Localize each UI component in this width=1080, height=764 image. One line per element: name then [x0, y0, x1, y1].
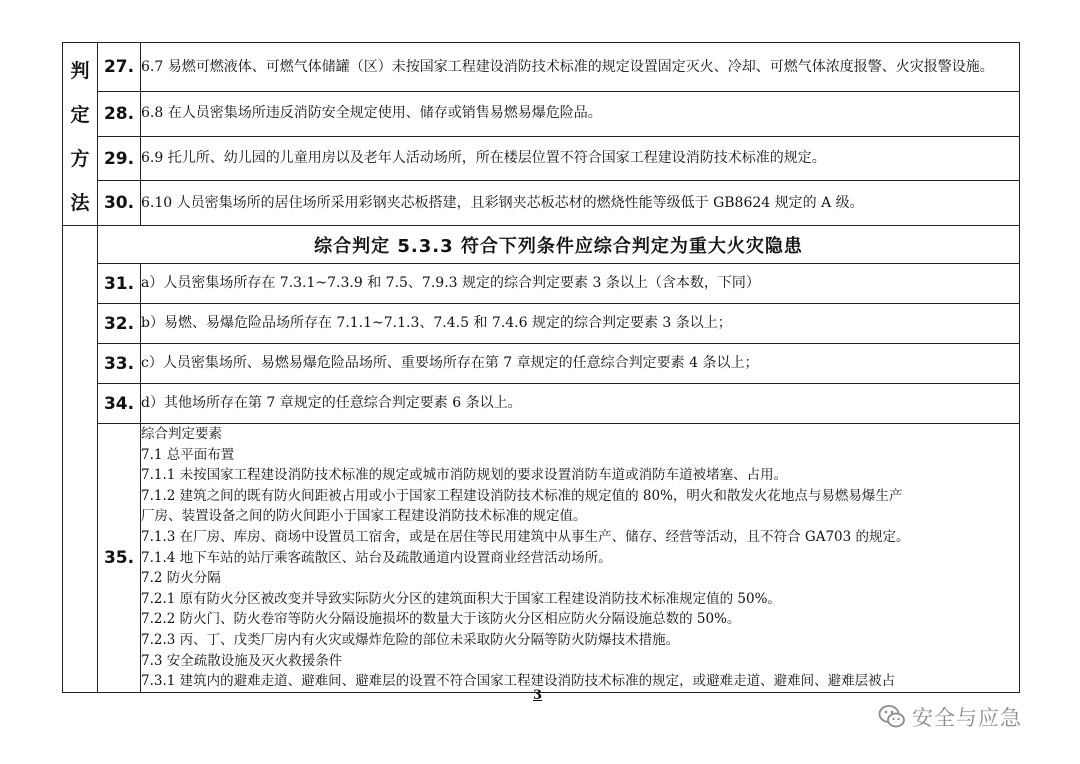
factor-line: 7.1.1 未按国家工程建设消防技术标准的规定或城市消防规划的要求设置消防车道或消防车道被堵塞、占用。	[141, 467, 788, 484]
side-blank-cell	[63, 226, 98, 693]
table-row	[63, 304, 1020, 344]
factor-line: 7.1.4 地下车站的站厅乘客疏散区、站台及疏散通道内设置商业经营活动场所。	[141, 549, 612, 566]
row-number: 33.	[98, 344, 141, 384]
side-label-char: 方	[70, 148, 90, 170]
factor-line: 7.2.1 原有防火分区被改变并导致实际防火分区的建筑面积大于国家工程建设消防技术标准规定值的 50%。	[141, 590, 781, 607]
section-heading: 综合判定 5.3.3 符合下列条件应综合判定为重大火灾隐患	[98, 226, 1020, 264]
row-number: 28.	[98, 92, 141, 137]
judgement-table	[62, 42, 1020, 693]
row-number: 29.	[98, 136, 141, 181]
factor-line: 7.1.2 建筑之间的既有防火间距被占用或小于国家工程建设消防技术标准的规定值的 80%，明火和散发火花地点与易燃易爆生产	[141, 487, 903, 504]
factor-line: 7.3.1 建筑内的避难走道、避难间、避难层的设置不符合国家工程建设消防技术标准的规定，或避难走道、避难间、避难层被占	[141, 673, 896, 690]
factor-line: 7.1 总平面布置	[141, 446, 235, 463]
table-row	[63, 43, 1020, 92]
row-text: d）其他场所存在第 7 章规定的任意综合判定要素 6 条以上。	[141, 384, 1020, 424]
wechat-icon	[878, 704, 906, 730]
side-label-char: 法	[70, 192, 90, 214]
side-label-cell	[63, 43, 98, 226]
row-number: 34.	[98, 384, 141, 424]
row-number: 32.	[98, 304, 141, 344]
factor-line: 厂房、装置设备之间的防火间距小于国家工程建设消防技术标准的规定值。	[141, 508, 587, 525]
row-number: 27.	[98, 43, 141, 92]
factor-list-cell	[141, 424, 1020, 693]
factor-line: 7.2 防火分隔	[141, 570, 221, 587]
factor-line: 7.1.3 在厂房、库房、商场中设置员工宿舍，或是在居住等民用建筑中从事生产、储存、经营等活动，且不符合 GA703 的规定。	[141, 528, 910, 545]
watermark-text: 安全与应急	[912, 706, 1022, 730]
factor-line: 7.3 安全疏散设施及灭火救援条件	[141, 652, 343, 669]
table-row	[63, 384, 1020, 424]
row-number: 31.	[98, 264, 141, 304]
section-heading-row	[63, 226, 1020, 264]
row-text: b）易燃、易爆危险品场所存在 7.1.1~7.1.3、7.4.5 和 7.4.6 规定的综合判定要素 3 条以上；	[141, 304, 1020, 344]
row-text: 6.10 人员密集场所的居住场所采用彩钢夹芯板搭建，且彩钢夹芯板芯材的燃烧性能等级低于 GB8624 规定的 A 级。	[141, 181, 1020, 226]
row-text: c）人员密集场所、易燃易爆危险品场所、重要场所存在第 7 章规定的任意综合判定要素 4 条以上；	[141, 344, 1020, 384]
page-number: 3	[533, 688, 543, 703]
row-text: 6.9 托儿所、幼儿园的儿童用房以及老年人活动场所，所在楼层位置不符合国家工程建设消防技术标准的规定。	[141, 136, 1020, 181]
factor-lines	[141, 424, 1019, 692]
table-row	[63, 181, 1020, 226]
table-row	[63, 136, 1020, 181]
factor-line: 7.2.2 防火门、防火卷帘等防火分隔设施损坏的数量大于该防火分区相应防火分隔设施总数的 50%。	[141, 611, 741, 628]
row-number: 35.	[98, 424, 141, 693]
table-row	[63, 344, 1020, 384]
factor-line: 综合判定要素	[141, 426, 222, 442]
row-number: 30.	[98, 181, 141, 226]
row-text: 6.7 易燃可燃液体、可燃气体储罐（区）未按国家工程建设消防技术标准的规定设置固定灭火、冷却、可燃气体浓度报警、火灾报警设施。	[141, 43, 1020, 92]
table-row-35	[63, 424, 1020, 693]
watermark	[878, 702, 1022, 732]
factor-line: 7.2.3 丙、丁、戊类厂房内有火灾或爆炸危险的部位未采取防火分隔等防火防爆技术措施。	[141, 631, 680, 648]
side-label-char: 判	[70, 60, 90, 82]
side-label-char: 定	[70, 104, 90, 126]
row-text: a）人员密集场所存在 7.3.1~7.3.9 和 7.5、7.9.3 规定的综合判定要素 3 条以上（含本数，下同）	[141, 264, 1020, 304]
row-text: 6.8 在人员密集场所违反消防安全规定使用、储存或销售易燃易爆危险品。	[141, 92, 1020, 137]
table-row	[63, 264, 1020, 304]
table-row	[63, 92, 1020, 137]
